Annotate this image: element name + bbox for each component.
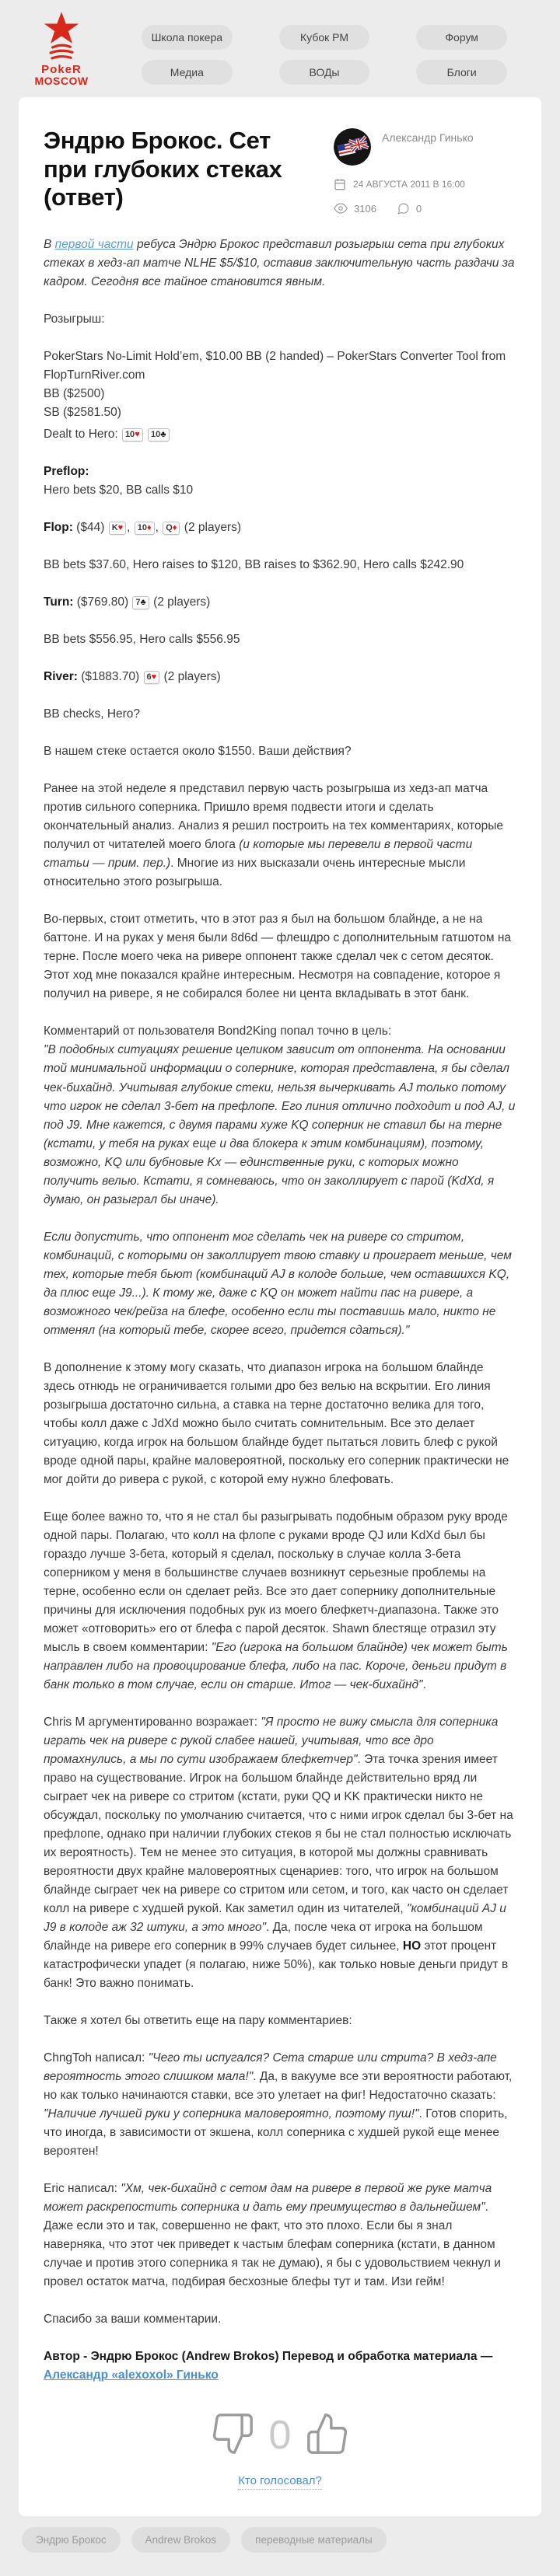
text-segment: BB bets $556.95, Hero calls $556.95 xyxy=(44,633,240,647)
comment-bubble-icon xyxy=(397,202,410,215)
nav-item-vods[interactable]: ВОДы xyxy=(279,60,370,85)
text-segment: . Даже если это и так, совершенно не факт, что это плохо. Если бы я знал наверняка, что этот чек приведет к частым блефам соперника (кстати, в данном случае и против этого соперника я так не думаю), я бы с удовольствием чекнул и провел остаток матча, подбирая бесхозные блефы тут и там. Изи гейм! xyxy=(44,2201,501,2289)
text-segment: Ранее на этой неделе я представил первую часть розыгрыша из хедз-ап матча против сильного соперника. Пришло время подвести итоги и сделать окончательный анализ. Анализ я решил построить на тех комментариях, которые получил от читателей моего блога xyxy=(44,782,503,852)
text-segment: (2 players) xyxy=(180,521,242,535)
paragraph xyxy=(44,780,516,892)
text-segment: ChngToh написал: xyxy=(44,2051,149,2065)
author-footer-text: Автор - Эндрю Брокос (Andrew Brokos) Перевод и обработка материала — xyxy=(44,2350,493,2364)
text-segment: "В подобных ситуациях решение целиком зависит от оппонента. На основании той минимальной информации о сопернике, которая представлена, я бы сделал чек-бихайнд. Учитывая глубокие стеки, нельзя вычеркивать AJ только потому что игрок не сделал 3-бет на префлопе. Его линия отлично подходит и под AJ, и под J9. Мне кажется, с двумя парами хуже KQ соперник не ставил бы на терне (кстати, у тебя на руках еще и два блокера к этим комбинациям), поэтому, возможно, KQ или бубновые Kx — единственные руки, с которых можно получить велью. Кстати, я сомневаюсь, что он заколлирует с парой (KdXd, я думаю, он разыграл бы иначе). xyxy=(44,1043,516,1206)
nav-item-media[interactable]: Медиа xyxy=(142,60,233,85)
article-card xyxy=(19,97,541,2516)
text-segment: . Готов спорить, что иногда, в зависимости от экшена, колл соперника с худшей рукой еще менее вероятен! xyxy=(44,2107,508,2159)
thumb-down-icon xyxy=(210,2411,255,2456)
playing-card-Kh: K♥ xyxy=(109,522,126,535)
text-segment: . Да, после чека от игрока на большом блайнде на ривере его соперник в 99% случаев будет сильнее, xyxy=(44,1921,483,1953)
paragraph xyxy=(44,518,516,537)
text-segment: Hero bets $20, BB calls $10 xyxy=(44,483,194,497)
text-segment: "Его (игрока на большом блайнде) чек может быть направлен либо на провоцирование блефа, либо на пас. Короче, деньги придут в банк только в том случае, если он старше. Итог — чек-бихайнд" xyxy=(44,1640,508,1691)
page-title: Эндрю Брокос. Сет при глубоких стеках (ответ) xyxy=(44,127,282,211)
tag-translated-materials[interactable]: переводные материалы xyxy=(241,2527,387,2553)
thumb-up-icon xyxy=(305,2411,350,2456)
text-segment: BB checks, Hero? xyxy=(44,707,141,721)
text-segment: BB bets $37.60, Hero raises to $120, BB raises to $362.90, Hero calls $242.90 xyxy=(44,558,464,572)
avatar[interactable] xyxy=(334,128,371,166)
text-segment: . xyxy=(422,1677,426,1691)
paragraph xyxy=(44,742,516,761)
author-name[interactable]: Александр Гинько xyxy=(382,131,474,144)
eye-icon xyxy=(334,201,348,215)
text-segment: НО xyxy=(402,1939,422,1953)
text-segment: Во-первых, стоит отметить, что в этот раз я был на большом блайнде, а не на баттоне. И на руках у меня были 8d6d — флешдро с дополнительным гатшотом на терне. После моего чека на ривере оппонент также сделал чек с сетом десяток. Этот ход мне показался крайне интересным. Несмотря на совпадение, которое я получил на ривере, я не собирался более ни цента вкладывать в этот банк. xyxy=(44,913,512,1001)
text-segment: , xyxy=(127,521,134,535)
paragraph xyxy=(44,1228,516,1340)
publish-date-row xyxy=(334,178,516,190)
text-segment xyxy=(144,428,147,441)
text-segment: River: xyxy=(44,670,78,684)
site-header xyxy=(0,0,560,92)
logo-text-line1: PokeR xyxy=(41,63,82,76)
paragraph xyxy=(44,2049,516,2161)
translator-link[interactable]: Александр «alexoxol» Гинько xyxy=(44,2368,219,2382)
text-segment: "Наличие лучшей руки у соперника маловероятно, поэтому пуш!" xyxy=(44,2107,419,2121)
nav-item-cup-rm[interactable]: Кубок РМ xyxy=(279,25,370,50)
main-nav xyxy=(142,25,507,85)
text-segment: Flop: xyxy=(44,521,73,535)
paragraph xyxy=(44,1022,516,1209)
author-block xyxy=(334,127,516,215)
text-segment: (и которые мы перевели в первой части статьи — прим. пер.) xyxy=(44,838,473,871)
logo-text-line2: MOSCOW xyxy=(34,75,89,87)
text-segment: Также я хотел бы ответить еще на пару комментариев: xyxy=(44,2014,352,2028)
playing-card-7c: 7♣ xyxy=(132,596,149,609)
article-body xyxy=(44,236,516,2329)
text-segment: Если допустить, что оппонент мог сделать чек на ривере со стритом, комбинаций, с которыми он заколлирует твою ставку и проиграет меньше, чем тех, которые тебя бьют (комбинаций AJ в колоде больше, чем оставшихся KQ, да плюс еще J9...). К тому же, даже с KQ он может найти пас на ривере, а возможного чек/рейза на блефе, особенно если ты поставишь мало, никто не отменял (на который тебе, скорее всего, придется сдаться)." xyxy=(44,1230,512,1337)
paragraph xyxy=(44,630,516,649)
text-segment: Розыгрыш: xyxy=(44,312,105,326)
text-segment: "Чего ты испугался? Сета старше или стрита? В хедз-апе вероятность этого слишком мала!" xyxy=(44,2051,497,2084)
paragraph xyxy=(44,593,516,612)
tag-andrew-brokos-en[interactable]: Andrew Brokos xyxy=(131,2527,231,2553)
publish-date: 24 АВГУСТА 2011 В 16:00 xyxy=(353,179,465,190)
comments-counter[interactable] xyxy=(397,202,422,215)
text-segment: PokerStars No-Limit Hold’em, $10.00 BB (2 handed) – PokerStars Converter Tool from FlopTurnRiver.com xyxy=(44,350,506,382)
text-segment: В дополнение к этому могу сказать, что диапазон игрока на большом блайнде здесь отнюдь не ограничивается голыми дро без велью на вскрытии. Его линия розыгрыша достаточно сильна, а ставка на терне достаточно велика для того, чтобы колл даже с JdXd можно было считать сомнительным. Все это делает ситуацию, когда игрок на большом блайнде будет пытаться ловить блеф с рукой вроде одной пары, крайне маловероятной, поскольку его соперник практически не мог дойти до ривера с рукой, с которой ему нужно блефовать. xyxy=(44,1360,509,1486)
text-segment: "комбинаций AJ и J9 в колоде аж 32 штуки, а это много" xyxy=(44,1902,506,1935)
vote-widget xyxy=(44,2411,516,2490)
paragraph xyxy=(44,425,516,444)
text-segment: ребуса Эндрю Брокос представил розыгрыш сета при глубоких стеках в хедз-ап матче NLHE $5/$10, оставив заключительную часть раздачи за кадром. Сегодня все тайное становится явным. xyxy=(44,238,515,289)
paragraph xyxy=(44,236,516,291)
text-segment: (2 players) xyxy=(149,595,211,609)
playing-card-10h: 10♥ xyxy=(122,428,143,442)
paragraph xyxy=(44,668,516,686)
text-segment: ($44) xyxy=(72,521,108,535)
text-segment: Dealt to Hero: xyxy=(44,428,121,442)
tags-row xyxy=(22,2527,560,2576)
text-segment: Turn: xyxy=(44,595,74,609)
inline-link[interactable]: первой части xyxy=(54,238,134,251)
text-segment: . Да, в вакууме все эти вероятности работают, но как только начинаются ставки, все это улетает на фиг! Недостаточно сказать: xyxy=(44,2070,513,2103)
views-counter xyxy=(334,201,376,215)
text-segment: Chris M аргументированно возражает: xyxy=(44,1715,261,1729)
text-segment: Preflop: xyxy=(44,465,89,479)
text-segment: этот процент катастрофически упадет (я полагаю, ниже 50%), как только новые деньги придут в банк! Это важно понимать. xyxy=(44,1939,509,1991)
text-segment: Комментарий от пользователя Bond2King попал точно в цель: xyxy=(44,1024,392,1038)
paragraph xyxy=(44,2012,516,2030)
paragraph xyxy=(44,347,516,422)
playing-card-10c: 10♣ xyxy=(148,428,169,442)
paragraph xyxy=(44,1713,516,1993)
who-voted-link[interactable]: Кто голосовал? xyxy=(238,2474,322,2490)
avatar-flags-image xyxy=(334,128,371,166)
vote-count: 0 xyxy=(268,2412,292,2458)
text-segment: "Хм, чек-бихайнд с сетом дам на ривере в первой же руке матча может раскрепостить соперника и дать ему преимущество в дальнейшем" xyxy=(44,2182,492,2215)
text-segment: , xyxy=(155,521,163,535)
text-segment: . Многие из них высказали очень интересные мысли относительно этого розыгрыша. xyxy=(44,857,466,889)
text-segment: . Эта точка зрения имеет право на существование. Игрок на большом блайнде действительно вряд ли сыграет чек на ривере со стритом (кстати, руки QQ и KK практически никто не обсуждал, поскольку по умолчанию считается, что с ними игрок сделал бы 3-бет на префлопе, однако при наличии глубоких стеков я бы не стал полностью исключать их вероятность). Тем не менее это ситуация, в которой мы должны сравнивать вероятности двух крайне маловероятных сценариев: того, что игрок на большом блайнде сыграет чек на ривере со стритом или сетом, и того, как часто он сделает колл на ривере с худшей рукой. Как заметил один из читателей, xyxy=(44,1753,513,1916)
paragraph xyxy=(44,310,516,329)
nav-item-poker-school[interactable]: Школа покера xyxy=(142,25,233,50)
text-segment: Eric написал: xyxy=(44,2182,121,2196)
text-segment: "Я просто не вижу смысла для соперника играть чек на ривере с рукой слабее нашей, учитывая, что все дро промахнулись, а мы по сути изображаем блефкетчер" xyxy=(44,1715,499,1766)
playing-card-Qd: Q♦ xyxy=(163,522,180,535)
playing-card-6h: 6♥ xyxy=(144,671,160,684)
paragraph xyxy=(44,2180,516,2292)
paragraph xyxy=(44,705,516,724)
calendar-icon xyxy=(334,178,346,190)
nav-item-blogs[interactable]: Блоги xyxy=(416,60,507,85)
paragraph xyxy=(44,2310,516,2329)
paragraph xyxy=(44,1359,516,1489)
site-logo[interactable] xyxy=(16,11,107,86)
text-segment: Спасибо за ваши комментарии. xyxy=(44,2312,222,2326)
text-segment: ($769.80) xyxy=(73,595,132,609)
playing-card-10d: 10♦ xyxy=(135,522,155,535)
vote-up-button[interactable] xyxy=(305,2411,350,2459)
text-segment: ($1883.70) xyxy=(77,670,143,684)
poker-moscow-logo-icon xyxy=(37,11,86,62)
paragraph xyxy=(44,910,516,1004)
paragraph xyxy=(44,1508,516,1695)
views-count: 3106 xyxy=(354,202,376,215)
author-footer xyxy=(44,2347,516,2385)
text-segment: В xyxy=(44,238,55,251)
nav-item-forum[interactable]: Форум xyxy=(416,25,507,50)
text-segment: Еще более важно то, что я не стал бы разыгрывать подобным образом руку вроде одной пары. Полагаю, что колл на флопе с руками вроде QJ или KdXd был бы гораздо лучше 3-бета, который я сделал, поскольку в случае колла 3-бета соперником у меня в большинстве случаев возникнут серьезные проблемы на терне, особенно если он сделает рейз. Все это дает сопернику дополнительные причины для исключения подобных рук из моего блефкетч-диапазона. Также это может «отговорить» его от блефа с парой десяток. Shawn блестяще отразил эту мысль в своем комментарии: xyxy=(44,1510,508,1654)
paragraph xyxy=(44,462,516,500)
text-segment: SB ($2581.50) xyxy=(44,406,121,420)
tag-andrew-brokos-ru[interactable]: Эндрю Брокос xyxy=(22,2527,121,2553)
text-segment: В нашем стеке остается около $1550. Ваши действия? xyxy=(44,745,352,759)
paragraph xyxy=(44,556,516,574)
comments-count: 0 xyxy=(415,202,422,215)
text-segment: (2 players) xyxy=(160,670,221,684)
vote-down-button[interactable] xyxy=(210,2411,255,2459)
text-segment: BB ($2500) xyxy=(44,387,105,401)
